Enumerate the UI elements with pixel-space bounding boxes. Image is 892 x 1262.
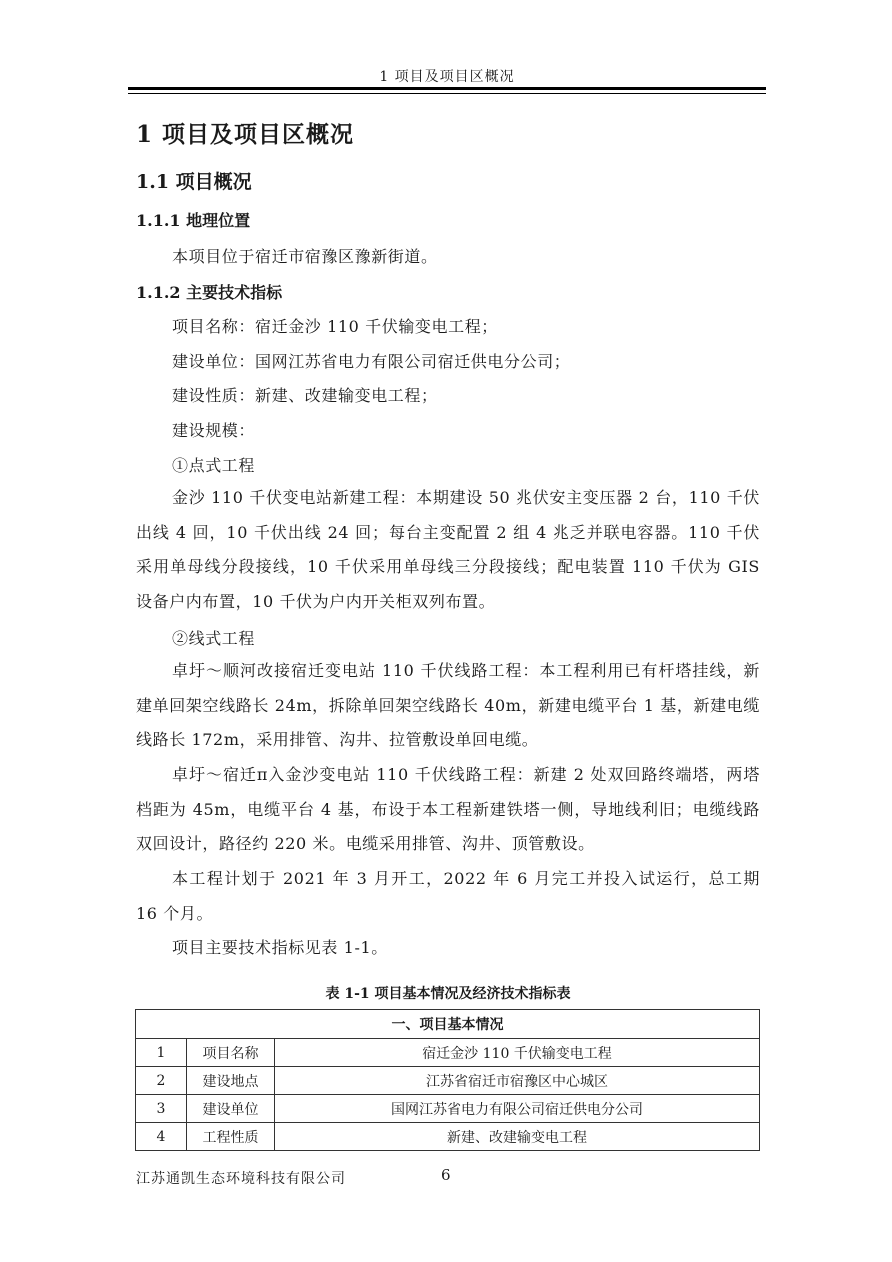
table-section-row: [136, 1010, 760, 1039]
row-item: 项目名称: [187, 1039, 275, 1067]
row-item: 工程性质: [187, 1123, 275, 1151]
table-row: [136, 1095, 760, 1123]
builder-line: 建设单位：国网江苏省电力有限公司宿迁供电分公司；: [172, 352, 571, 371]
page-number: 6: [441, 1166, 451, 1184]
line-project-paragraph-2: 卓圩～宿迁π入金沙变电站 110 千伏线路工程：新建 2 处双回路终端塔，两塔档距为 45m，电缆平台 4 基，布设于本工程新建铁塔一侧，导地线利旧；电缆线路双回设计，路径约 220 米。电缆采用排管、沟井、顶管敷设。: [136, 765, 760, 853]
point-project-paragraph: 金沙 110 千伏变电站新建工程：本期建设 50 兆伏安主变压器 2 台，110 千伏出线 4 回，10 千伏出线 24 回；每台主变配置 2 组 4 兆乏并联电容器。110 千伏采用单母线分段接线，10 千伏采用单母线三分段接线；配电装置 110 千伏为 GIS 设备户内布置，10 千伏为户内开关柜双列布置。: [136, 488, 760, 611]
row-value: 新建、改建输变电工程: [275, 1123, 760, 1151]
schedule-paragraph: 本工程计划于 2021 年 3 月开工，2022 年 6 月完工并投入试运行，总工期 16 个月。: [136, 869, 760, 923]
table-row: [136, 1123, 760, 1151]
line-project-title: ②线式工程: [172, 629, 256, 648]
row-item: 建设单位: [187, 1095, 275, 1123]
row-value: 江苏省宿迁市宿豫区中心城区: [275, 1067, 760, 1095]
footer-company: 江苏通凯生态环境科技有限公司: [136, 1171, 346, 1187]
row-number: 2: [136, 1067, 187, 1095]
location-paragraph: 本项目位于宿迁市宿豫区豫新街道。: [172, 247, 438, 266]
line-project-paragraph-1: 卓圩～顺河改接宿迁变电站 110 千伏线路工程：本工程利用已有杆塔挂线，新建单回架空线路长 24m，拆除单回架空线路长 40m，新建电缆平台 1 基，新建电缆线路长 172m，采用排管、沟井、拉管敷设单回电缆。: [136, 661, 760, 749]
row-item: 建设地点: [187, 1067, 275, 1095]
project-name-line: 项目名称：宿迁金沙 110 千伏输变电工程；: [172, 317, 498, 336]
running-header: 1 项目及项目区概况: [379, 69, 515, 85]
table-row: [136, 1039, 760, 1067]
subsection-title-location: 1.1.1 地理位置: [136, 211, 251, 230]
header-rule-thick: [128, 87, 766, 90]
row-value: 宿迁金沙 110 千伏输变电工程: [275, 1039, 760, 1067]
row-number: 4: [136, 1123, 187, 1151]
table-caption: 表 1-1 项目基本情况及经济技术指标表: [325, 986, 571, 1002]
table-row: [136, 1067, 760, 1095]
subsection-title-indicators: 1.1.2 主要技术指标: [136, 283, 283, 302]
point-project-title: ①点式工程: [172, 456, 256, 475]
table-section-title: 一、项目基本情况: [136, 1010, 760, 1039]
project-info-table: [135, 1009, 760, 1151]
nature-line: 建设性质：新建、改建输变电工程；: [172, 386, 438, 405]
row-number: 3: [136, 1095, 187, 1123]
scale-line: 建设规模：: [172, 421, 256, 440]
table-reference: 项目主要技术指标见表 1-1。: [172, 938, 388, 957]
header-rule-thin: [128, 93, 766, 94]
row-number: 1: [136, 1039, 187, 1067]
row-value: 国网江苏省电力有限公司宿迁供电分公司: [275, 1095, 760, 1123]
section-title: 1.1 项目概况: [136, 171, 252, 193]
chapter-title: 1 项目及项目区概况: [136, 121, 355, 148]
